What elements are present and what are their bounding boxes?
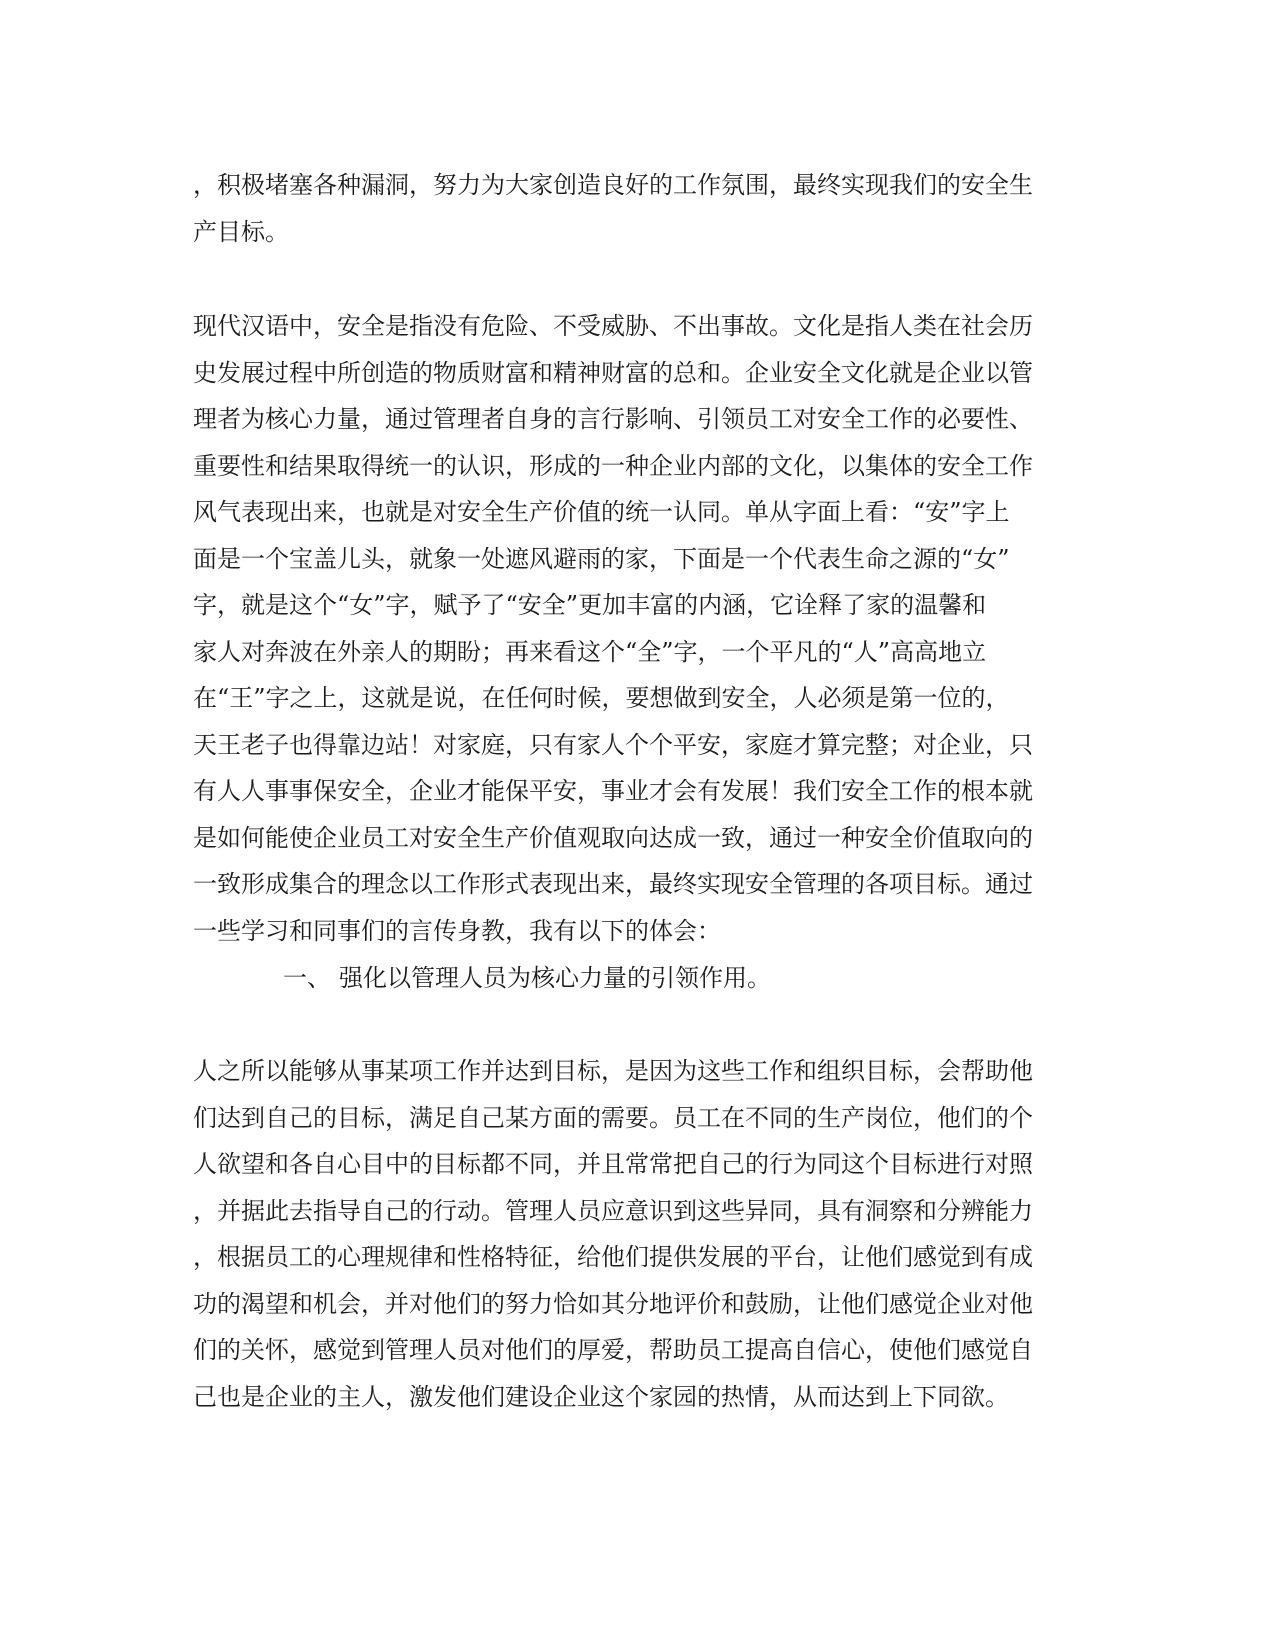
text-line: 重要性和结果取得统一的认识，形成的一种企业内部的文化，以集体的安全工作 (193, 451, 1033, 480)
text-line: 字，就是这个“女”字，赋予了“安全”更加丰富的内涵，它诠释了家的温馨和 (193, 591, 987, 619)
text-line: 产目标。 (193, 217, 289, 246)
text-line: 一些学习和同事们的言传身教，我有以下的体会： (193, 916, 721, 945)
text-line: 在“王”字之上，这就是说，在任何时候，要想做到安全，人必须是第一位的， (193, 684, 1010, 712)
text-line: 人之所以能够从事某项工作并达到目标，是因为这些工作和组织目标，会帮助他 (193, 1057, 1033, 1085)
text-line: 人欲望和各自心目中的目标都不同，并且常常把自己的行为同这个目标进行对照 (193, 1150, 1033, 1178)
section-number: 一、 (283, 964, 331, 992)
section-title: 强化以管理人员为核心力量的引领作用。 (339, 964, 771, 992)
paragraph-continuation (193, 162, 1073, 255)
text-line: 有人人事事保安全，企业才能保平安，事业才会有发展！我们安全工作的根本就 (193, 777, 1033, 805)
text-line: 风气表现出来，也就是对安全生产价值的统一认同。单从字面上看：“安”字上 (193, 498, 1010, 526)
text-line: 面是一个宝盖儿头，就象一处遮风避雨的家，下面是一个代表生命之源的“女” (193, 544, 1010, 573)
text-line: 是如何能使企业员工对安全生产价值观取向达成一致，通过一种安全价值取向的 (193, 823, 1033, 852)
text-line: ，根据员工的心理规律和性格特征，给他们提供发展的平台，让他们感觉到有成 (193, 1243, 1033, 1271)
text-line: 家人对奔波在外亲人的期盼；再来看这个“全”字，一个平凡的“人”高高地立 (193, 637, 987, 666)
section-heading (283, 955, 771, 1002)
text-line: 们达到自己的目标，满足自己某方面的需要。员工在不同的生产岗位，他们的个 (193, 1103, 1033, 1132)
text-line: 们的关怀，感觉到管理人员对他们的厚爱，帮助员工提高自信心，使他们感觉自 (193, 1336, 1033, 1364)
text-line: 现代汉语中，安全是指没有危险、不受威胁、不出事故。文化是指人类在社会历 (193, 312, 1033, 340)
paragraph-management-role (193, 1048, 1073, 1420)
text-line: 一致形成集合的理念以工作形式表现出来，最终实现安全管理的各项目标。通过 (193, 870, 1033, 898)
text-line: 天王老子也得靠边站！对家庭，只有家人个个平安，家庭才算完整；对企业，只 (193, 730, 1033, 759)
text-line: ，并据此去指导自己的行动。管理人员应意识到这些异同，具有洞察和分辨能力 (193, 1196, 1033, 1225)
text-line: 理者为核心力量，通过管理者自身的言行影响、引领员工对安全工作的必要性、 (193, 405, 1033, 433)
paragraph-safety-culture (193, 303, 1073, 954)
text-line: 史发展过程中所创造的物质财富和精神财富的总和。企业安全文化就是企业以管 (193, 358, 1033, 387)
text-line: ，积极堵塞各种漏洞，努力为大家创造良好的工作氛围，最终实现我们的安全生 (193, 171, 1033, 199)
text-line: 功的渴望和机会，并对他们的努力恰如其分地评价和鼓励，让他们感觉企业对他 (193, 1289, 1033, 1318)
text-line: 己也是企业的主人，激发他们建设企业这个家园的热情，从而达到上下同欲。 (193, 1382, 1009, 1411)
